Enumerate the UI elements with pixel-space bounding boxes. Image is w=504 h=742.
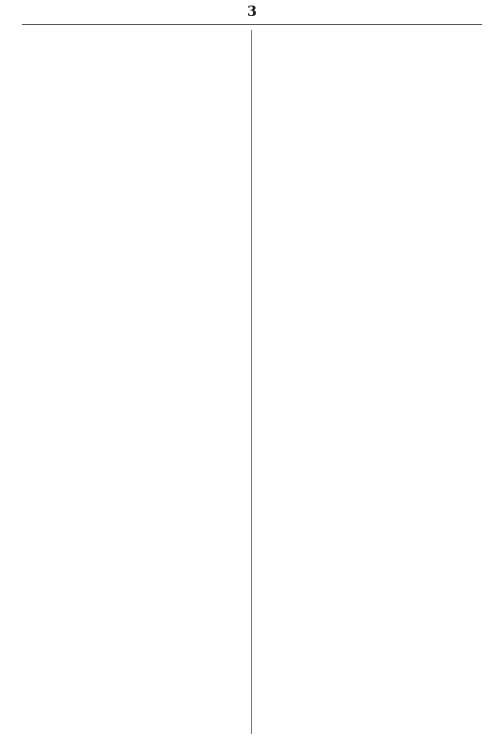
- right-column: [258, 30, 482, 734]
- column-divider: [251, 30, 252, 734]
- left-column: [22, 30, 244, 734]
- page-number: 3: [247, 4, 257, 20]
- header-rule: [22, 24, 482, 25]
